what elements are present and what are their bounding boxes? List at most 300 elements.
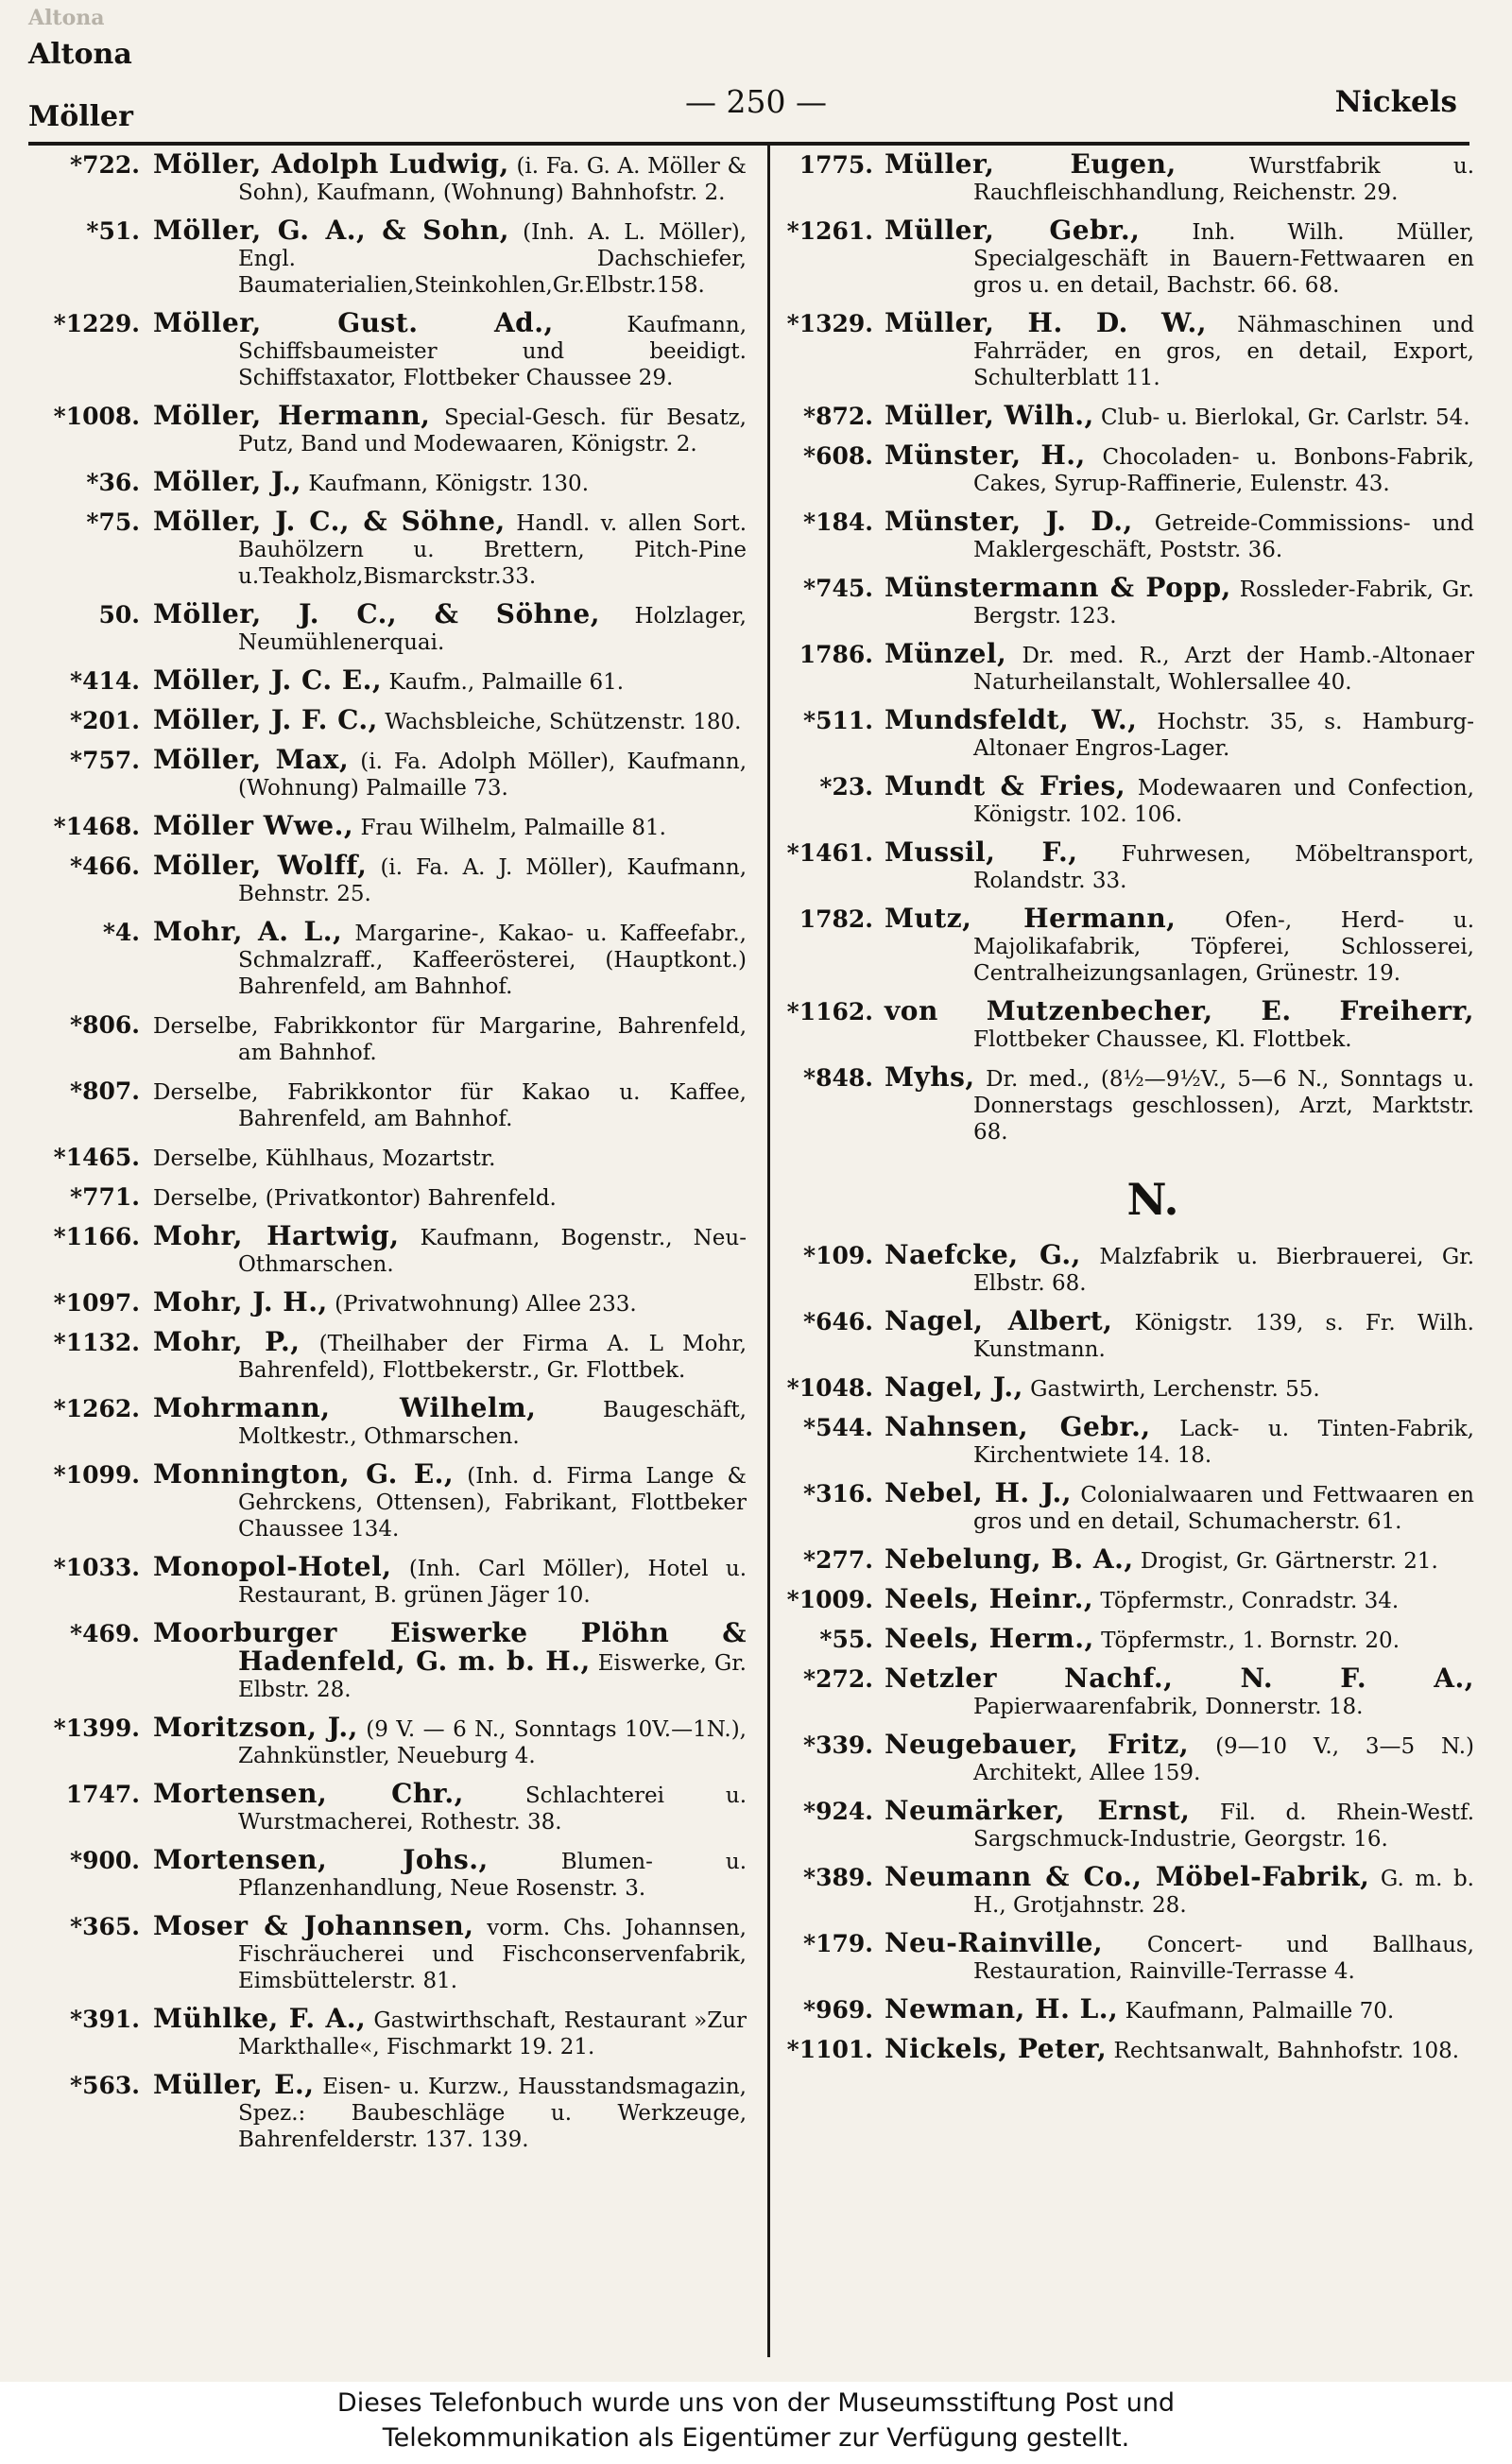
entry-text: [885, 836, 1474, 894]
entry-detail: Wurstfabrik u. Rauchfleischhandlung, Reichenstr. 29.: [973, 154, 1475, 205]
entry-name: Myhs,: [885, 1061, 975, 1093]
entry-number: *184.: [803, 508, 873, 536]
entry-text: [885, 1061, 1475, 1146]
entry-number: *807.: [70, 1077, 140, 1105]
header-first-name: Möller: [28, 100, 133, 133]
directory-entry: [775, 638, 1474, 696]
entry-detail: Kaufmann, Palmaille 70.: [1125, 1999, 1395, 2024]
directory-entry: [28, 1220, 747, 1278]
directory-entry: [28, 1778, 747, 1835]
entry-number: *1009.: [786, 1586, 873, 1613]
footer-line-2: Telekommunikation als Eigentümer zur Verfügung gestellt.: [382, 2423, 1130, 2453]
entry-text: [153, 400, 747, 457]
directory-entry: [28, 217, 747, 299]
directory-entry: [28, 810, 747, 841]
section-letter: N.: [1126, 1174, 1179, 1225]
directory-entry: [28, 744, 747, 801]
entry-text: [885, 400, 1474, 431]
directory-entry: [28, 466, 747, 497]
entry-number: *36.: [86, 469, 140, 496]
entry-name: Möller, J. C., & Söhne,: [153, 506, 506, 537]
entry-detail: Rossleder-Fabrik, Gr. Bergstr. 123.: [973, 577, 1475, 629]
entry-detail: Hochstr. 35, s. Hamburg-Altonaer Engros-Lager.: [973, 710, 1475, 761]
directory-entry: [28, 508, 747, 590]
entry-number: *1033.: [53, 1554, 140, 1581]
right-column-m-entries: [775, 148, 1475, 1146]
entry-name: Naefcke, G.,: [885, 1239, 1081, 1270]
directory-entry: [775, 1583, 1474, 1614]
directory-entry: [775, 1061, 1475, 1146]
directory-entry: [775, 1371, 1474, 1403]
right-column-n-entries: [775, 1239, 1475, 2064]
entry-number: *1262.: [53, 1395, 140, 1422]
entry-text: [885, 1239, 1475, 1297]
directory-entry: [775, 1305, 1474, 1363]
footer-line-1: Dieses Telefonbuch wurde uns von der Museumsstiftung Post und: [336, 2388, 1176, 2418]
entry-text: [153, 916, 747, 1000]
entry-name: Möller Wwe.,: [153, 810, 354, 841]
entry-detail: Töpfermstr., 1. Bornstr. 20.: [1101, 1628, 1400, 1653]
entry-number: *75.: [86, 508, 140, 536]
entry-name: Mundt & Fries,: [885, 770, 1126, 801]
entry-text: [153, 466, 747, 497]
directory-entry: [28, 1714, 747, 1769]
entry-name: Nebel, H. J.,: [885, 1477, 1073, 1508]
entry-detail: Gastwirth, Lerchenstr. 55.: [1030, 1377, 1320, 1402]
entry-name: Nahnsen, Gebr.,: [885, 1411, 1151, 1442]
entry-text: [153, 810, 747, 841]
entry-detail: Kaufmann, Königstr. 130.: [308, 472, 590, 496]
entry-text: [885, 1543, 1474, 1575]
entry-detail: Holzlager, Neumühlenerquai.: [238, 604, 747, 655]
entry-name: Möller, J. C. E.,: [153, 664, 383, 696]
entry-detail: Blumen- u. Pflanzenhandlung, Neue Rosenstr. 3.: [238, 1850, 747, 1901]
entry-text: [885, 1583, 1474, 1614]
directory-entry: [775, 572, 1475, 629]
directory-entry: [28, 1458, 747, 1542]
entry-name: Möller, J.,: [153, 466, 302, 497]
entry-name: Monnington, G. E.,: [153, 1458, 455, 1490]
entry-name: Müller, Gebr.,: [885, 215, 1141, 246]
entry-number: *1008.: [53, 403, 140, 430]
entry-number: *771.: [70, 1183, 140, 1211]
entry-number: *900.: [70, 1847, 140, 1874]
entry-name: Möller, Hermann,: [153, 400, 431, 431]
entry-text: [153, 1011, 747, 1066]
entry-name: Münster, J. D.,: [885, 506, 1133, 537]
entry-number: *51.: [86, 217, 140, 245]
directory-entry: [28, 1077, 747, 1132]
entry-name: Neels, Herm.,: [885, 1623, 1094, 1654]
entry-number: 50.: [98, 601, 140, 629]
entry-detail: Fuhrwesen, Möbeltransport, Rolandstr. 33.: [973, 842, 1474, 893]
directory-entry: [775, 770, 1474, 828]
entry-detail: (9—10 V., 3—5 N.) Architekt, Allee 159.: [973, 1734, 1474, 1785]
entry-text: [885, 1371, 1474, 1403]
directory-entry: [775, 148, 1475, 206]
entry-detail: Nähmaschinen und Fahrräder, en gros, en detail, Export, Schulterblatt 11.: [973, 313, 1474, 390]
entry-text: [885, 1729, 1474, 1786]
entry-number: *1465.: [53, 1144, 140, 1171]
entry-number: *277.: [803, 1546, 873, 1574]
entry-name: Moritzson, J.,: [153, 1712, 358, 1743]
right-column: [775, 148, 1475, 2076]
entry-number: *272.: [803, 1665, 873, 1693]
entry-text: [885, 704, 1475, 762]
directory-entry: [775, 1795, 1475, 1852]
entry-text: [153, 744, 747, 801]
directory-entry: [775, 1411, 1474, 1469]
entry-name: Möller, Adolph Ludwig,: [153, 148, 509, 180]
entry-number: *339.: [803, 1732, 873, 1759]
directory-entry: [775, 704, 1475, 762]
page-number: — 250 —: [685, 83, 827, 120]
directory-entry: [28, 664, 747, 696]
entry-name: Nebelung, B. A.,: [885, 1543, 1134, 1575]
entry-detail: Flottbeker Chaussee, Kl. Flottbek.: [973, 1027, 1352, 1052]
entry-name: Neu-Rainville,: [885, 1927, 1104, 1958]
directory-entry: [28, 1011, 747, 1066]
entry-number: *1261.: [786, 217, 873, 245]
directory-entry: [775, 217, 1474, 299]
directory-entry: [775, 905, 1474, 987]
directory-entry: [775, 1729, 1474, 1786]
directory-entry: [28, 1183, 747, 1212]
entry-detail: Special-Gesch. für Besatz, Putz, Band und Modewaaren, Königstr. 2.: [238, 405, 747, 457]
entry-detail: Rechtsanwalt, Bahnhofstr. 108.: [1113, 2039, 1460, 2063]
entry-number: *608.: [803, 442, 873, 470]
entry-detail: Baugeschäft, Moltkestr., Othmarschen.: [238, 1398, 747, 1449]
column-divider: [767, 146, 770, 2357]
directory-entry: [775, 307, 1474, 391]
entry-number: *23.: [819, 773, 873, 801]
entry-number: *745.: [803, 575, 873, 602]
entry-number: *1162.: [786, 998, 873, 1025]
directory-entry: [28, 1617, 747, 1703]
entry-text: [153, 850, 747, 907]
entry-detail: Concert- und Ballhaus, Restauration, Rainville-Terrasse 4.: [973, 1933, 1474, 1984]
entry-text: [153, 1392, 747, 1450]
entry-detail: G. m. b. H., Grotjahnstr. 28.: [973, 1867, 1474, 1918]
entry-name: Möller, Max,: [153, 744, 350, 775]
directory-entry: [28, 1326, 747, 1384]
directory-entry: [28, 916, 747, 1000]
entry-text: [153, 1778, 747, 1835]
entry-name: Nagel, Albert,: [885, 1305, 1113, 1336]
directory-entry: [775, 836, 1474, 894]
entry-text: [153, 1220, 747, 1278]
entry-detail: Dr. med., (8½—9½V., 5—6 N., Sonntags u. Donnerstags geschlossen), Arzt, Marktstr. 68.: [973, 1067, 1475, 1145]
directory-entry: [28, 598, 747, 656]
entry-number: *391.: [70, 2006, 140, 2033]
entry-text: [153, 508, 747, 590]
entry-detail: Kaufmann, Bogenstr., Neu-Othmarschen.: [238, 1226, 747, 1277]
entry-text: [153, 598, 747, 656]
entry-number: *1099.: [53, 1461, 140, 1489]
entry-number: *1329.: [786, 310, 873, 337]
entry-text: [885, 1305, 1474, 1363]
entry-detail: Derselbe, Fabrikkontor für Margarine, Bahrenfeld, am Bahnhof.: [153, 1014, 747, 1065]
entry-name: Nagel, J.,: [885, 1371, 1023, 1403]
entry-name: Nickels, Peter,: [885, 2033, 1108, 2064]
entry-detail: Eisen- u. Kurzw., Hausstandsmagazin, Spez.: Baubeschläge u. Werkzeuge, Bahrenfelderstr. 137. 139.: [238, 2075, 747, 2152]
entry-number: *1468.: [53, 813, 140, 840]
entry-text: [153, 1183, 747, 1212]
entry-detail: Kaufmann, Schiffsbaumeister und beeidigt. Schiffstaxator, Flottbeker Chaussee 29.: [238, 313, 747, 390]
entry-name: Moorburger Eiswerke Plöhn & Hadenfeld, G. m. b. H.,: [153, 1617, 747, 1677]
entry-text: [153, 2069, 747, 2153]
entry-detail: Chocoladen- u. Bonbons-Fabrik, Cakes, Syrup-Raffinerie, Eulenstr. 43.: [973, 445, 1474, 496]
entry-number: *389.: [803, 1864, 873, 1891]
entry-text: [153, 1326, 747, 1384]
entry-number: *414.: [70, 667, 140, 695]
entry-text: [153, 1144, 747, 1172]
entry-text: [885, 572, 1475, 629]
entry-name: Mohr, P.,: [153, 1326, 301, 1357]
directory-entry: [28, 400, 747, 457]
entry-text: [153, 2003, 747, 2060]
entry-detail: Colonialwaaren und Fettwaaren en gros und en detail, Schumacherstr. 61.: [973, 1483, 1474, 1534]
entry-text: [153, 1551, 747, 1609]
entry-text: [885, 1795, 1475, 1852]
entry-text: [153, 217, 747, 299]
entry-number: *1132.: [53, 1329, 140, 1356]
entry-number: 1786.: [799, 641, 873, 668]
entry-number: *1399.: [53, 1714, 140, 1742]
entry-name: Mundsfeldt, W.,: [885, 704, 1138, 735]
entry-detail: (Inh. d. Firma Lange & Gehrckens, Ottensen), Fabrikant, Flottbeker Chaussee 134.: [238, 1464, 747, 1542]
entry-name: Neels, Heinr.,: [885, 1583, 1094, 1614]
entry-text: [153, 1077, 747, 1132]
entry-number: *544.: [803, 1414, 873, 1441]
entry-name: Mortensen, Johs.,: [153, 1844, 489, 1875]
entry-detail: Kaufm., Palmaille 61.: [388, 670, 625, 695]
directory-entry: [28, 1910, 747, 1994]
entry-name: Möller, J. C., & Söhne,: [153, 598, 600, 629]
entry-name: Mohr, Hartwig,: [153, 1220, 400, 1251]
directory-entry: [775, 1927, 1474, 1985]
entry-text: [153, 1617, 747, 1703]
entry-detail: Inh. Wilh. Müller, Specialgeschäft in Bauern-Fettwaaren en gros u. en detail, Bachstr. 66. 68.: [973, 220, 1475, 298]
entry-text: [885, 995, 1474, 1053]
entry-name: Mühlke, F. A.,: [153, 2003, 367, 2034]
entry-number: *1461.: [786, 839, 873, 867]
entry-detail: Derselbe, Fabrikkontor für Kakao u. Kaffee, Bahrenfeld, am Bahnhof.: [153, 1080, 747, 1131]
entry-name: Möller, Gust. Ad.,: [153, 307, 554, 338]
entry-number: *757.: [70, 747, 140, 774]
entry-number: *722.: [70, 151, 140, 179]
entry-number: 1747.: [65, 1781, 140, 1808]
footer-notice: [0, 2382, 1512, 2464]
entry-name: Monopol-Hotel,: [153, 1551, 392, 1582]
entry-text: [885, 1477, 1474, 1535]
entry-name: Neugebauer, Fritz,: [885, 1729, 1190, 1760]
entry-detail: Drogist, Gr. Gärtnerstr. 21.: [1140, 1549, 1438, 1574]
directory-entry: [775, 995, 1474, 1053]
directory-entry: [28, 704, 747, 735]
header-last-name: Nickels: [1334, 85, 1457, 119]
entry-name: Möller, Wolff,: [153, 850, 368, 881]
directory-entry: [28, 1392, 747, 1450]
entry-text: [153, 307, 747, 391]
entry-text: [153, 664, 747, 696]
entry-number: *969.: [803, 1996, 873, 2024]
entry-number: *466.: [70, 853, 140, 880]
entry-detail: (i. Fa. Adolph Möller), Kaufmann, (Wohnung) Palmaille 73.: [238, 750, 747, 801]
entry-text: [885, 638, 1474, 696]
entry-detail: (9 V. — 6 N., Sonntags 10V.—1N.), Zahnkünstler, Neueburg 4.: [238, 1717, 747, 1768]
entry-number: *4.: [102, 919, 140, 946]
directory-entry: [775, 1861, 1474, 1919]
entry-name: Newman, H. L.,: [885, 1993, 1119, 2025]
entry-text: [153, 1286, 747, 1318]
entry-detail: vorm. Chs. Johannsen, Fischräucherei und Fischconservenfabrik, Eimsbüttelerstr. 81.: [238, 1916, 747, 1993]
entry-text: [153, 1458, 747, 1542]
directory-entry: [775, 508, 1474, 563]
entry-name: Mohrmann, Wilhelm,: [153, 1392, 537, 1423]
directory-entry: [775, 1477, 1474, 1535]
entry-number: *316.: [803, 1480, 873, 1508]
entry-name: Münstermann & Popp,: [885, 572, 1231, 603]
entry-detail: Derselbe, (Privatkontor) Bahrenfeld.: [153, 1186, 557, 1211]
entry-name: Möller, J. F. C.,: [153, 704, 378, 735]
entry-detail: Malzfabrik u. Bierbrauerei, Gr. Elbstr. 68.: [973, 1245, 1475, 1296]
directory-entry: [28, 1844, 747, 1902]
entry-detail: Schlachterei u. Wurstmacherei, Rothestr. 38.: [238, 1783, 747, 1835]
entry-number: *365.: [70, 1913, 140, 1940]
entry-detail: Margarine-, Kakao- u. Kaffeefabr., Schmalzraff., Kaffeerösterei, (Hauptkont.) Bahrenfeld, am Bahnhof.: [238, 922, 747, 999]
header-city: Altona: [28, 38, 132, 71]
entry-detail: Gastwirthschaft, Restaurant »Zur Markthalle«, Fischmarkt 19. 21.: [238, 2008, 747, 2059]
entry-name: Mohr, J. H.,: [153, 1286, 328, 1318]
entry-text: [885, 439, 1474, 497]
entry-detail: Derselbe, Kühlhaus, Mozartstr.: [153, 1146, 496, 1171]
entry-text: [885, 1411, 1474, 1469]
header-ghost-text: Altona: [28, 6, 105, 30]
entry-number: *511.: [803, 707, 873, 734]
entry-name: Mussil, F.,: [885, 836, 1078, 868]
entry-name: Müller, Eugen,: [885, 148, 1177, 180]
directory-entry: [775, 439, 1474, 497]
entry-detail: Königstr. 139, s. Fr. Wilh. Kunstmann.: [973, 1311, 1474, 1362]
entry-name: Mutz, Hermann,: [885, 903, 1177, 934]
entry-name: Moser & Johannsen,: [153, 1910, 474, 1941]
entry-name: Mortensen, Chr.,: [153, 1778, 464, 1809]
entry-text: [153, 1714, 747, 1769]
entry-detail: Wachsbleiche, Schützenstr. 180.: [385, 710, 742, 734]
entry-text: [885, 1993, 1474, 2025]
directory-entry: [28, 148, 747, 206]
entry-number: *848.: [803, 1064, 873, 1092]
directory-entry: [28, 2003, 747, 2060]
entry-number: *924.: [803, 1798, 873, 1825]
entry-text: [885, 770, 1474, 828]
directory-entry: [775, 400, 1474, 431]
entry-detail: Papierwaarenfabrik, Donnerstr. 18.: [973, 1695, 1364, 1719]
entry-detail: Dr. med. R., Arzt der Hamb.-Altonaer Naturheilanstalt, Wohlersallee 40.: [973, 644, 1474, 695]
entry-name: Mohr, A. L.,: [153, 916, 343, 947]
entry-text: [153, 1910, 747, 1994]
header-rule: [28, 142, 1469, 146]
directory-entry: [775, 1665, 1474, 1720]
entry-number: *806.: [70, 1011, 140, 1039]
directory-entry: [775, 1239, 1475, 1297]
entry-number: 1775.: [799, 151, 873, 179]
entry-number: *1229.: [53, 310, 140, 337]
entry-number: *1166.: [53, 1223, 140, 1250]
entry-number: *1097.: [53, 1289, 140, 1317]
entry-text: [885, 1665, 1474, 1720]
directory-entry: [775, 1623, 1474, 1654]
entry-number: *179.: [803, 1930, 873, 1957]
entry-detail: (Privatwohnung) Allee 233.: [335, 1292, 637, 1317]
entry-detail: (i. Fa. A. J. Möller), Kaufmann, Behnstr. 25.: [238, 855, 747, 906]
entry-name: Müller, Wilh.,: [885, 400, 1094, 431]
directory-entry: [28, 1286, 747, 1318]
entry-name: Münster, H.,: [885, 439, 1086, 471]
entry-name: von Mutzenbecher, E. Freiherr,: [885, 995, 1474, 1026]
directory-entry: [28, 307, 747, 391]
entry-text: [885, 508, 1474, 563]
entry-text: [885, 307, 1474, 391]
entry-number: *872.: [803, 403, 873, 430]
directory-entry: [775, 1543, 1474, 1575]
directory-entry: [28, 1551, 747, 1609]
entry-number: *201.: [70, 707, 140, 734]
left-column: [28, 148, 747, 2164]
entry-detail: Töpfermstr., Conradstr. 34.: [1100, 1589, 1400, 1613]
directory-entry: [775, 2033, 1474, 2064]
directory-entry: [28, 1144, 747, 1172]
entry-text: [885, 1927, 1474, 1985]
entry-text: [885, 905, 1474, 987]
entry-detail: Handl. v. allen Sort. Bauhölzern u. Brettern, Pitch-Pine u.Teakholz,Bismarckstr.33.: [238, 511, 747, 589]
entry-name: Müller, E.,: [153, 2069, 315, 2100]
entry-name: Neumann & Co., Möbel-Fabrik,: [885, 1861, 1370, 1892]
entry-number: *109.: [803, 1242, 873, 1269]
entry-text: [885, 1623, 1474, 1654]
entry-name: Münzel,: [885, 638, 1007, 669]
entry-name: Neumärker, Ernst,: [885, 1795, 1191, 1826]
directory-entry: [28, 2069, 747, 2153]
entry-number: *469.: [70, 1620, 140, 1647]
entry-text: [885, 217, 1474, 299]
entry-number: *1048.: [786, 1374, 873, 1402]
entry-text: [885, 2033, 1474, 2064]
entry-name: Müller, H. D. W.,: [885, 307, 1208, 338]
entry-text: [153, 704, 747, 735]
entry-number: 1782.: [799, 905, 873, 933]
entry-number: *1101.: [786, 2036, 873, 2063]
entry-number: *55.: [819, 1626, 873, 1653]
directory-entry: [775, 1993, 1474, 2025]
entry-detail: (i. Fa. G. A. Möller & Sohn), Kaufmann, (Wohnung) Bahnhofstr. 2.: [238, 154, 747, 205]
entry-text: [153, 148, 747, 206]
entry-number: *646.: [803, 1308, 873, 1335]
entry-detail: (Inh. A. L. Möller), Engl. Dachschiefer, Baumaterialien,Steinkohlen,Gr.Elbstr.158.: [238, 220, 747, 298]
entry-name: Netzler Nachf., N. F. A.,: [885, 1663, 1474, 1694]
entry-text: [885, 1861, 1474, 1919]
entry-detail: Getreide-Commissions- und Maklergeschäft, Poststr. 36.: [973, 511, 1475, 562]
entry-detail: Ofen-, Herd- u. Majolikafabrik, Töpferei, Schlosserei, Centralheizungsanlagen, Grünestr. 19.: [973, 908, 1475, 986]
directory-entry: [28, 850, 747, 907]
entry-detail: Fil. d. Rhein-Westf. Sargschmuck-Industrie, Georgstr. 16.: [973, 1801, 1475, 1852]
entry-detail: Club- u. Bierlokal, Gr. Carlstr. 54.: [1101, 405, 1470, 430]
entry-text: [153, 1844, 747, 1902]
entry-name: Möller, G. A., & Sohn,: [153, 215, 509, 246]
entry-detail: (Theilhaber der Firma A. L Mohr, Bahrenfeld), Flottbekerstr., Gr. Flottbek.: [238, 1332, 747, 1383]
entry-detail: Modewaaren und Confection, Königstr. 102. 106.: [973, 776, 1474, 827]
